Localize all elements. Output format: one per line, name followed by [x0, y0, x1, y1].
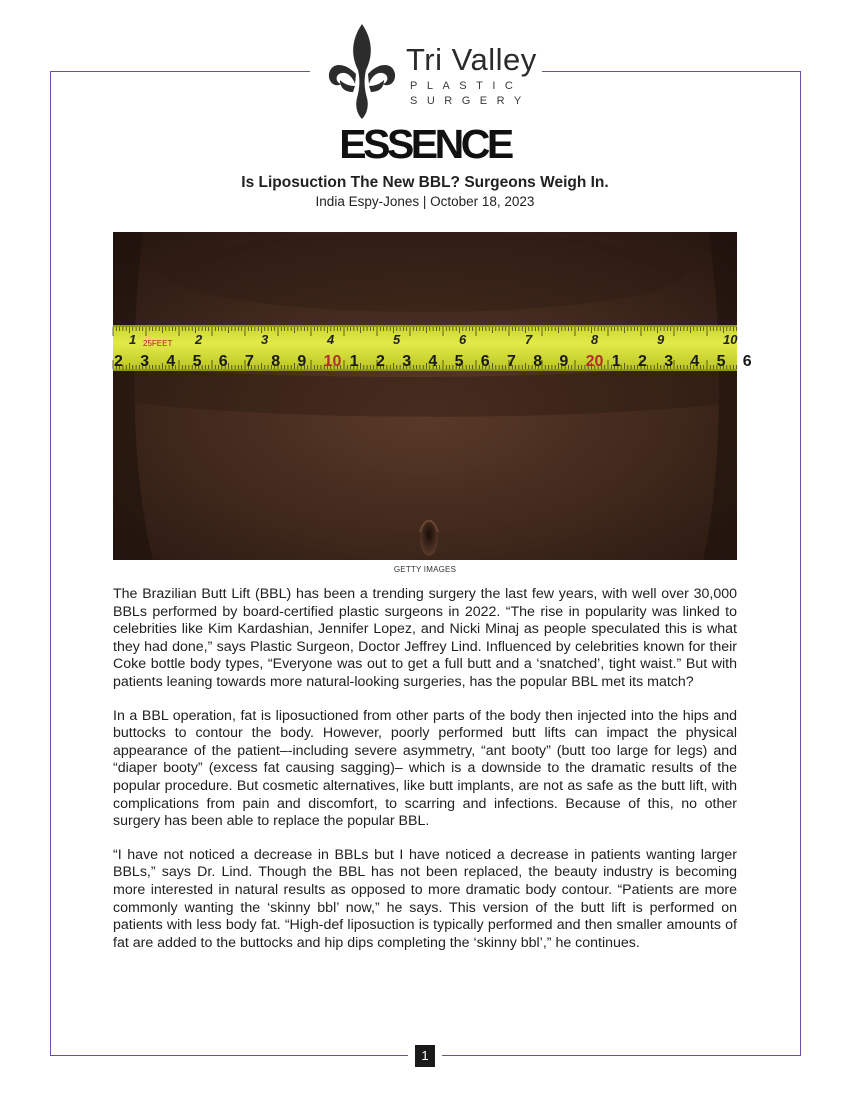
tape-top-number: 3: [261, 332, 269, 347]
page-number: 1: [415, 1045, 435, 1067]
tape-top-number: 7: [525, 332, 533, 347]
logo-title: Tri Valley: [406, 42, 537, 77]
tape-bottom-number: 5: [716, 353, 726, 370]
tape-bottom-number: 9: [297, 353, 307, 370]
tape-top-number: 1: [129, 332, 137, 347]
article-paragraph: “I have not noticed a decrease in BBLs but I have noticed a decrease in patients wanting larger BBLs,” says Dr. Lind. Though the BBL has not been replaced, the beauty industry is becoming more interested in natural results as opposed to more dramatic body contour. “Patients are more commonly wanting the ‘skinny bbl’ now,” he says. This version of the butt lift is performed on patients with less body fat. “High-def liposuction is typically performed and then smaller amounts of fat are added to the buttocks and hip dips completing the ‘skinny bbl’,” he continues.: [113, 846, 737, 951]
tape-bottom-number: 6: [480, 353, 490, 370]
tape-bottom-number: 2: [114, 353, 123, 370]
tape-bottom-number: 6: [742, 353, 752, 370]
tri-valley-logo: [322, 22, 537, 122]
tape-bottom-number: 3: [664, 353, 674, 370]
tape-top-number: 4: [327, 332, 335, 347]
tape-bottom-number: 2: [638, 353, 647, 370]
tape-bottom-number: 9: [559, 353, 569, 370]
tape-bottom-number: 3: [402, 353, 412, 370]
tape-bottom-number: 5: [454, 353, 464, 370]
photo-caption: GETTY IMAGES: [393, 565, 457, 574]
tape-bottom-number: 8: [271, 353, 281, 370]
tape-bottom-number: 4: [428, 353, 438, 370]
tape-top-number: 5: [393, 332, 401, 347]
tape-bottom-number: 1: [349, 353, 359, 370]
article-paragraph: In a BBL operation, fat is liposuctioned from other parts of the body then injected into the hips and buttocks to contour the body. However, poorly performed butt lifts can impact the physical appearance of the patient–-including severe asymmetry, “ant booty” (butt too large for legs) and “diaper booty” (excess fat causing sagging)– which is a downside to the dramatic results of the popular procedure. But cosmetic alternatives, like butt implants, are not as safe as the butt lift, with complications from pain and discomfort, to scarring and infections. Because of this, no other surgery has been able to replace the popular BBL.: [113, 707, 737, 830]
fleur-de-lis-icon: [327, 22, 397, 120]
tape-bottom-number: 1: [611, 353, 621, 370]
tape-bottom-number: 4: [690, 353, 700, 370]
tape-bottom-number: 7: [245, 353, 254, 370]
tape-bottom-number: 6: [218, 353, 228, 370]
tape-feet-label: 25FEET: [143, 339, 173, 348]
tape-top-number: 6: [459, 332, 467, 347]
tape-bottom-number: 2: [376, 353, 385, 370]
article-byline: India Espy-Jones | October 18, 2023: [315, 194, 535, 209]
tape-bottom-number: 3: [140, 353, 150, 370]
logo-subtitle-surgery: SURGERY: [410, 95, 531, 107]
logo-subtitle-plastic: PLASTIC: [410, 80, 523, 92]
article-body: [113, 586, 737, 968]
tape-bottom-number: 8: [533, 353, 543, 370]
tape-bottom-number: 20: [585, 353, 604, 370]
measuring-tape-photo: [113, 232, 752, 560]
tape-bottom-number: 4: [166, 353, 176, 370]
publication-masthead: ESSENCE: [339, 121, 511, 167]
tape-top-number: 2: [195, 332, 203, 347]
tape-bottom-number: 10: [323, 353, 342, 370]
tape-top-number: 8: [591, 332, 599, 347]
tape-bottom-number: 7: [507, 353, 516, 370]
article-paragraph: The Brazilian Butt Lift (BBL) has been a trending surgery the last few years, with well over 30,000 BBLs performed by board-certified plastic surgeons in 2022. “The rise in popularity was linked to celebrities like Kim Kardashian, Jennifer Lopez, and Nicki Minaj as people speculated this is what they had done,” says Plastic Surgeon, Doctor Jeffrey Lind. Influenced by celebrities known for their Coke bottle body types, “Everyone was out to get a full butt and a ‘snatched’, tight waist.” But with patients leaning towards more natural-looking surgeries, has the popular BBL met its match?: [113, 586, 737, 690]
article-photo: [113, 232, 752, 560]
article-title: Is Liposuction The New BBL? Surgeons Weigh In.: [241, 174, 609, 191]
tape-top-number: 10: [723, 332, 738, 347]
tape-top-number: 9: [657, 332, 665, 347]
tape-bottom-number: 5: [192, 353, 202, 370]
